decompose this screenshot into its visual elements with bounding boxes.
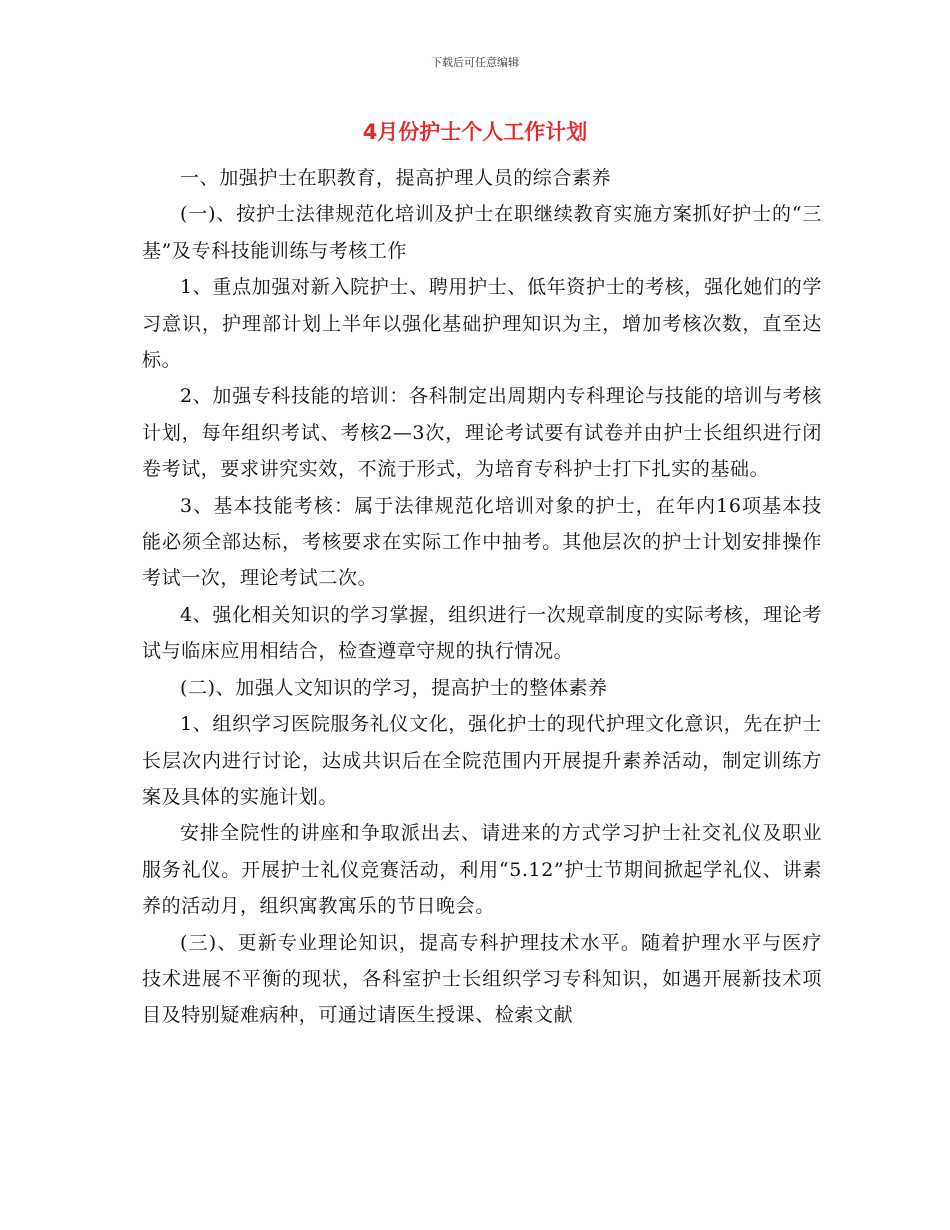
- paragraph-item-3: 3、基本技能考核：属于法律规范化培训对象的护士，在年内16项基本技能必须全部达标，考核要求在实际工作中抽考。其他层次的护士计划安排操作考试一次，理论考试二次。: [142, 494, 822, 590]
- header-note: 下载后可任意编辑: [431, 56, 519, 69]
- document-body: [142, 160, 822, 1034]
- paragraph-subsection-3: (三)、更新专业理论知识，提高专科护理技术水平。随着护理水平与医疗技术进展不平衡的现状，各科室护士长组织学习专科知识，如遇开展新技术项目及特别疑难病种，可通过请医生授课、检索文献: [142, 931, 822, 1027]
- document-title: 4月份护士个人工作计划: [362, 120, 588, 144]
- paragraph-item-2-1: 1、组织学习医院服务礼仪文化，强化护士的现代护理文化意识，先在护士长层次内进行讨论，达成共识后在全院范围内开展提升素养活动，制定训练方案及具体的实施计划。: [142, 713, 822, 808]
- paragraph-item-2: 2、加强专科技能的培训：各科制定出周期内专科理论与技能的培训与考核计划，每年组织考试、考核2—3次，理论考试要有试卷并由护士长组织进行闭卷考试，要求讲究实效，不流于形式，为培育专科护士打下扎实的基础。: [142, 385, 822, 481]
- paragraph-item-4: 4、强化相关知识的学习掌握，组织进行一次规章制度的实际考核，理论考试与临床应用相结合，检查遵章守规的执行情况。: [142, 603, 822, 663]
- paragraph-etiquette: 安排全院性的讲座和争取派出去、请进来的方式学习护士社交礼仪及职业服务礼仪。开展护士礼仪竞赛活动，利用“5.12”护士节期间掀起学礼仪、讲素养的活动月，组织寓教寓乐的节日晚会。: [142, 822, 822, 918]
- paragraph-subsection-1: (一)、按护士法律规范化培训及护士在职继续教育实施方案抓好护士的“三基”及专科技能训练与考核工作: [142, 203, 822, 262]
- paragraph-item-1: 1、重点加强对新入院护士、聘用护士、低年资护士的考核，强化她们的学习意识，护理部计划上半年以强化基础护理知识为主，增加考核次数，直至达标。: [142, 276, 822, 372]
- paragraph-subsection-2: (二)、加强人文知识的学习，提高护士的整体素养: [180, 676, 608, 699]
- paragraph-section-1-heading: 一、加强护士在职教育，提高护理人员的综合素养: [180, 167, 612, 189]
